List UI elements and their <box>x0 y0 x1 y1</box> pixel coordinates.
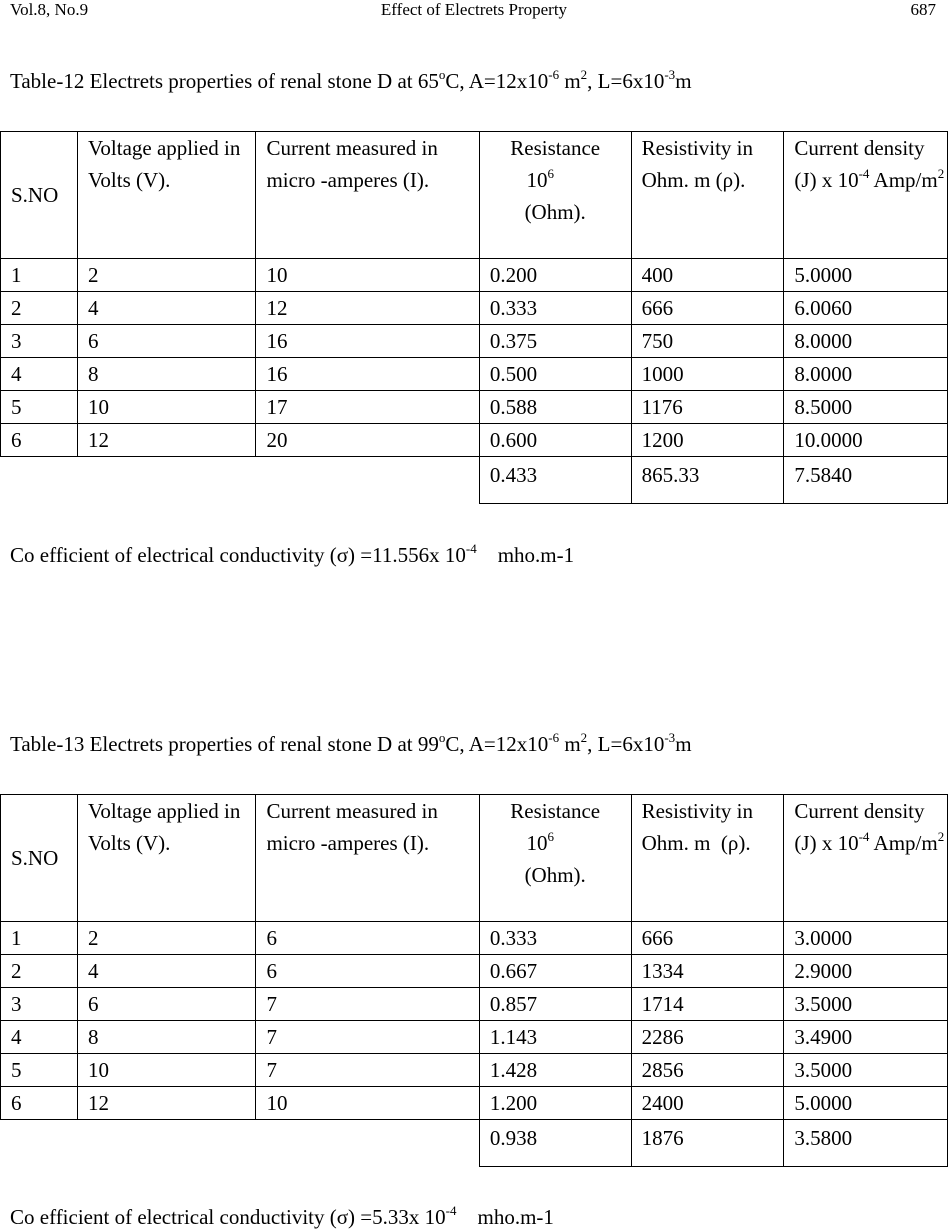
avg-resistance: 0.938 <box>479 1120 631 1167</box>
cell-sno: 3 <box>1 325 78 358</box>
cell-resistance: 0.667 <box>479 955 631 988</box>
header-resistance: Resistance $10^6$ (Ohm). <box>479 132 631 259</box>
header-current-density: Current density (J) x $10^{-4}$ Amp/$m^2$ <box>784 795 948 922</box>
cell-sno: 1 <box>1 922 78 955</box>
header-voltage: Voltage applied in Volts (V). <box>77 795 255 922</box>
header-sno: S.NO <box>1 132 78 259</box>
avg-current-density: 3.5800 <box>784 1120 948 1167</box>
header-resistivity: Resistivity in Ohm. m (ρ). <box>631 132 784 259</box>
cell-current: 20 <box>256 424 479 457</box>
cell-resistance: 0.200 <box>479 259 631 292</box>
blank-cell <box>1 457 480 504</box>
cell-voltage: 2 <box>77 922 255 955</box>
header-current-density: Current density (J) x $10^{-4}$ Amp/$m^2$ <box>784 132 948 259</box>
cell-resistance: 0.333 <box>479 922 631 955</box>
journal-volume: Vol.8, No.9 <box>10 0 89 19</box>
cell-resistivity: 1714 <box>631 988 784 1021</box>
cell-voltage: 6 <box>77 988 255 1021</box>
cell-sno: 5 <box>1 1054 78 1087</box>
cell-voltage: 8 <box>77 1021 255 1054</box>
avg-resistivity: 865.33 <box>631 457 784 504</box>
cell-sno: 2 <box>1 955 78 988</box>
cell-resistance: 0.375 <box>479 325 631 358</box>
table-row <box>1 358 948 391</box>
cell-resistance: 0.500 <box>479 358 631 391</box>
table-row <box>1 922 948 955</box>
cell-resistivity: 666 <box>631 292 784 325</box>
cell-current-density: 3.0000 <box>784 922 948 955</box>
cell-current-density: 2.9000 <box>784 955 948 988</box>
header-current: Current measured in micro -amperes (I). <box>256 132 479 259</box>
conductivity-coefficient: Co efficient of electrical conductivity (σ) =5.33x $10^{-4}$ mho.m-1 <box>10 1203 554 1229</box>
average-row <box>1 457 948 504</box>
table-row <box>1 1054 948 1087</box>
cell-current: 10 <box>256 259 479 292</box>
table-row <box>1 424 948 457</box>
cell-sno: 6 <box>1 1087 78 1120</box>
cell-current-density: 6.0060 <box>784 292 948 325</box>
cell-voltage: 4 <box>77 955 255 988</box>
header-resistivity: Resistivity in Ohm. m (ρ). <box>631 795 784 922</box>
avg-current-density: 7.5840 <box>784 457 948 504</box>
cell-voltage: 8 <box>77 358 255 391</box>
cell-resistivity: 2286 <box>631 1021 784 1054</box>
cell-resistance: 1.428 <box>479 1054 631 1087</box>
cell-current: 7 <box>256 1054 479 1087</box>
cell-sno: 2 <box>1 292 78 325</box>
data-table <box>0 131 948 504</box>
table-caption: Table-13 Electrets properties of renal stone D at 99$^o$C, $A=12x10^{-6}$ $m^2$, $L=6x10^{-3}m$ <box>10 730 692 756</box>
conductivity-coefficient: Co efficient of electrical conductivity (σ) =11.556x $10^{-4}$ mho.m-1 <box>10 541 575 567</box>
table-row <box>1 325 948 358</box>
cell-resistivity: 1176 <box>631 391 784 424</box>
cell-current: 6 <box>256 922 479 955</box>
cell-sno: 3 <box>1 988 78 1021</box>
table-header-row <box>1 132 948 259</box>
header-resistance: Resistance $10^6$ (Ohm). <box>479 795 631 922</box>
cell-resistance: 0.333 <box>479 292 631 325</box>
cell-resistivity: 2856 <box>631 1054 784 1087</box>
table-row <box>1 391 948 424</box>
cell-resistance: 1.200 <box>479 1087 631 1120</box>
cell-voltage: 6 <box>77 325 255 358</box>
table-row <box>1 955 948 988</box>
table-row <box>1 1087 948 1120</box>
cell-resistance: 0.600 <box>479 424 631 457</box>
cell-current: 6 <box>256 955 479 988</box>
cell-sno: 4 <box>1 358 78 391</box>
cell-current-density: 10.0000 <box>784 424 948 457</box>
cell-current-density: 3.5000 <box>784 1054 948 1087</box>
cell-voltage: 12 <box>77 1087 255 1120</box>
cell-current-density: 5.0000 <box>784 259 948 292</box>
cell-current: 10 <box>256 1087 479 1120</box>
cell-sno: 5 <box>1 391 78 424</box>
page-number: 687 <box>910 0 936 19</box>
cell-resistance: 0.857 <box>479 988 631 1021</box>
cell-voltage: 2 <box>77 259 255 292</box>
average-row <box>1 1120 948 1167</box>
running-title: Effect of Electrets Property <box>380 0 568 19</box>
cell-current-density: 3.4900 <box>784 1021 948 1054</box>
cell-current: 16 <box>256 325 479 358</box>
cell-resistance: 1.143 <box>479 1021 631 1054</box>
table-row <box>1 988 948 1021</box>
cell-resistivity: 2400 <box>631 1087 784 1120</box>
cell-resistivity: 1334 <box>631 955 784 988</box>
blank-cell <box>1 1120 480 1167</box>
cell-current-density: 8.0000 <box>784 358 948 391</box>
cell-resistivity: 1200 <box>631 424 784 457</box>
cell-sno: 4 <box>1 1021 78 1054</box>
cell-current-density: 3.5000 <box>784 988 948 1021</box>
cell-voltage: 10 <box>77 1054 255 1087</box>
cell-current: 17 <box>256 391 479 424</box>
cell-resistivity: 400 <box>631 259 784 292</box>
cell-current-density: 8.5000 <box>784 391 948 424</box>
cell-resistivity: 1000 <box>631 358 784 391</box>
cell-voltage: 4 <box>77 292 255 325</box>
cell-current-density: 8.0000 <box>784 325 948 358</box>
header-voltage: Voltage applied in Volts (V). <box>77 132 255 259</box>
cell-current: 16 <box>256 358 479 391</box>
cell-sno: 6 <box>1 424 78 457</box>
table-row <box>1 292 948 325</box>
cell-resistivity: 750 <box>631 325 784 358</box>
avg-resistivity: 1876 <box>631 1120 784 1167</box>
cell-current: 7 <box>256 988 479 1021</box>
avg-resistance: 0.433 <box>479 457 631 504</box>
cell-voltage: 12 <box>77 424 255 457</box>
cell-sno: 1 <box>1 259 78 292</box>
cell-current-density: 5.0000 <box>784 1087 948 1120</box>
cell-resistivity: 666 <box>631 922 784 955</box>
header-sno: S.NO <box>1 795 78 922</box>
data-table <box>0 794 948 1167</box>
cell-current: 7 <box>256 1021 479 1054</box>
cell-voltage: 10 <box>77 391 255 424</box>
table-caption: Table-12 Electrets properties of renal stone D at 65$^o$C, $A=12x10^{-6}$ $m^2$, $L=6x10^{-3}m$ <box>10 67 692 93</box>
table-header-row <box>1 795 948 922</box>
cell-current: 12 <box>256 292 479 325</box>
header-current: Current measured in micro -amperes (I). <box>256 795 479 922</box>
table-row <box>1 259 948 292</box>
table-row <box>1 1021 948 1054</box>
cell-resistance: 0.588 <box>479 391 631 424</box>
